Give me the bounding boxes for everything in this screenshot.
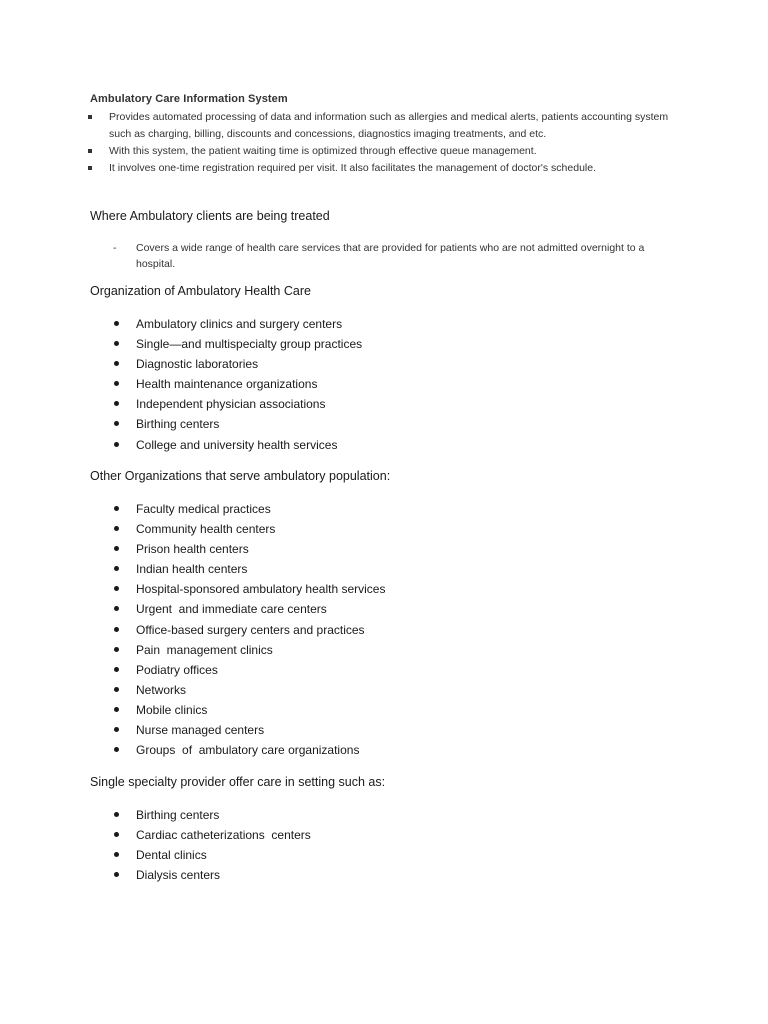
organization-list <box>112 314 362 455</box>
bullet-dot-icon <box>114 872 119 877</box>
list-item-text: Indian health centers <box>136 562 248 577</box>
bullet-dot-icon <box>114 832 119 837</box>
list-item <box>112 599 385 619</box>
bullet-dot-icon <box>114 546 119 551</box>
list-item <box>112 559 385 579</box>
dash-marker: - <box>113 242 117 254</box>
square-bullet-icon <box>88 166 92 170</box>
list-item-text: Birthing centers <box>136 808 220 822</box>
list-item <box>112 314 362 334</box>
list-item-text: Birthing centers <box>136 417 220 432</box>
list-item <box>112 825 311 845</box>
list-item <box>112 660 385 680</box>
list-item <box>112 414 362 434</box>
list-item-text: Hospital-sponsored ambulatory health services <box>136 582 386 597</box>
bullet-dot-icon <box>114 727 119 732</box>
list-item <box>112 805 311 825</box>
list-item-text: College and university health services <box>136 437 338 452</box>
bullet-dot-icon <box>114 606 119 611</box>
list-item-text: With this system, the patient waiting time is optimized through effective queue management. <box>109 145 537 157</box>
list-item-text: Health maintenance organizations <box>136 377 318 392</box>
list-item <box>112 680 385 700</box>
single-specialty-list <box>112 805 311 885</box>
bullet-dot-icon <box>114 812 119 817</box>
heading-other-organizations: Other Organizations that serve ambulatory population: <box>90 469 391 483</box>
list-item-text: Independent physician associations <box>136 397 326 412</box>
list-item-text: Nurse managed centers <box>136 723 265 738</box>
heading-organization-of-ambulatory-health-care: Organization of Ambulatory Health Care <box>90 284 311 298</box>
list-item <box>112 394 362 414</box>
bullet-dot-icon <box>114 506 119 511</box>
bullet-dot-icon <box>114 526 119 531</box>
heading-single-specialty-provider: Single specialty provider offer care in setting such as: <box>90 775 386 789</box>
list-item-text: Dental clinics <box>136 848 207 863</box>
list-item <box>112 640 385 660</box>
list-item-text: Mobile clinics <box>136 702 208 717</box>
list-item-text: Office-based surgery centers and practices <box>136 622 365 637</box>
list-item-text: Dialysis centers <box>136 868 221 883</box>
list-item <box>112 579 385 599</box>
bullet-dot-icon <box>114 707 119 712</box>
bullet-dot-icon <box>114 401 119 406</box>
list-item-text: Networks <box>136 682 187 697</box>
bullet-dot-icon <box>114 687 119 692</box>
section-title-ambulatory-care-information-system: Ambulatory Care Information System <box>90 93 288 105</box>
bullet-dot-icon <box>114 647 119 652</box>
other-organizations-list <box>112 499 385 760</box>
list-item-text: Podiatry offices <box>136 662 218 677</box>
bullet-dot-icon <box>114 381 119 386</box>
list-item-text: It involves one-time registration required per visit. It also facilitates the management of doctor's schedule. <box>109 162 596 174</box>
bullet-dot-icon <box>114 321 119 326</box>
dash-list-item <box>113 240 683 272</box>
list-item <box>88 160 688 177</box>
bullet-dot-icon <box>114 852 119 857</box>
list-item <box>112 519 385 539</box>
bullet-dot-icon <box>114 566 119 571</box>
list-item <box>112 720 385 740</box>
list-item-text: Faculty medical practices <box>136 502 271 516</box>
list-item <box>112 374 362 394</box>
list-item-text: Provides automated processing of data and information such as allergies and medical alerts, patients accounting system such as charging, billing, discounts and concessions, diagnostics imaging treatments, and etc. <box>109 111 669 140</box>
bullet-dot-icon <box>114 442 119 447</box>
list-item <box>112 620 385 640</box>
square-bullet-icon <box>88 149 92 153</box>
list-item <box>112 499 385 519</box>
list-item <box>88 109 688 143</box>
square-bullet-list <box>88 109 688 177</box>
list-item-text: Urgent and immediate care centers <box>136 602 327 617</box>
square-bullet-icon <box>88 115 92 119</box>
bullet-dot-icon <box>114 421 119 426</box>
list-item <box>112 334 362 354</box>
bullet-dot-icon <box>114 627 119 632</box>
list-item-text: Diagnostic laboratories <box>136 357 259 372</box>
list-item <box>112 539 385 559</box>
dash-item-text: Covers a wide range of health care services that are provided for patients who are not admitted overnight to a hospital. <box>136 242 645 270</box>
bullet-dot-icon <box>114 361 119 366</box>
bullet-dot-icon <box>114 667 119 672</box>
list-item <box>112 740 385 760</box>
list-item <box>112 700 385 720</box>
list-item <box>88 143 688 160</box>
heading-where-ambulatory-clients-treated: Where Ambulatory clients are being treated <box>90 209 330 223</box>
list-item-text: Prison health centers <box>136 542 249 557</box>
bullet-dot-icon <box>114 341 119 346</box>
list-item-text: Pain management clinics <box>136 642 273 657</box>
bullet-dot-icon <box>114 747 119 752</box>
list-item <box>112 435 362 455</box>
list-item-text: Ambulatory clinics and surgery centers <box>136 317 343 331</box>
list-item-text: Community health centers <box>136 522 276 537</box>
list-item-text: Cardiac catheterizations centers <box>136 828 311 843</box>
list-item-text: Groups of ambulatory care organizations <box>136 743 360 758</box>
list-item <box>112 845 311 865</box>
list-item <box>112 865 311 885</box>
bullet-dot-icon <box>114 586 119 591</box>
list-item <box>112 354 362 374</box>
list-item-text: Single—and multispecialty group practices <box>136 337 363 352</box>
